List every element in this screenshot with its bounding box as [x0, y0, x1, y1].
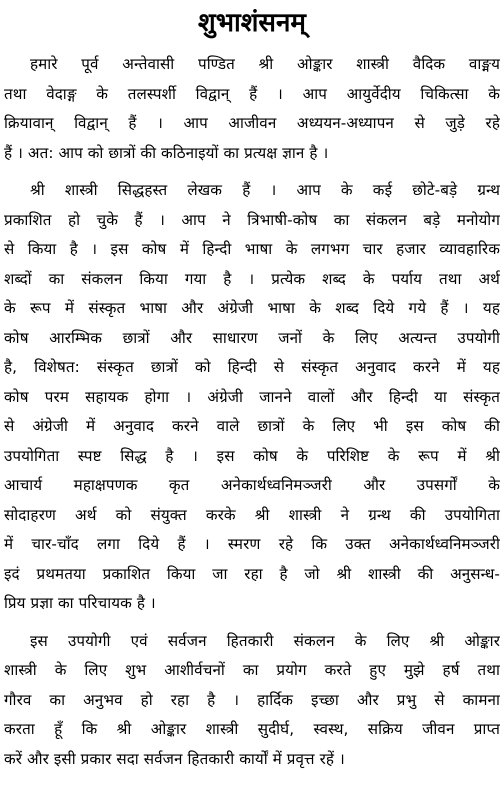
- text-line: है, विशेषत: संस्कृत छात्रों को हिन्दी से संस्कृत अनुवाद करने में यह: [4, 358, 500, 376]
- text-line: शास्त्री के लिए शुभ आशीर्वचनों का प्रयोग करते हुए मुझे हर्ष तथा: [4, 661, 500, 679]
- text-line: इस उपयोगी एवं सर्वजन हितकारी संकलन के लिए श्री ओङ्कार: [30, 631, 500, 650]
- text-line: हमारे पूर्व अन्तेवासी पण्डित श्री ओङ्कार शास्त्री वैदिक वाङ्मय: [30, 55, 500, 73]
- text-line: से किया है । इस कोष में हिन्दी भाषा के लगभग चार हजार व्यावहारिक: [4, 240, 500, 258]
- paragraph: [4, 627, 500, 775]
- paragraph: [4, 50, 500, 168]
- text-line: करता हूँ कि श्री ओङ्कार शास्त्री सुदीर्घ, स्वस्थ, सक्रिय जीवन प्राप्त: [4, 720, 500, 738]
- text-line: के रूप में संस्कृत भाषा और अंग्रेजी भाषा के शब्द दिये गये हैं । यह: [4, 299, 500, 317]
- text-line: प्रिय प्रज्ञा का परिचायक है ।: [4, 594, 156, 612]
- text-line: कोष आरम्भिक छात्रों और साधारण जनों के लिए अत्यन्त उपयोगी: [4, 328, 500, 347]
- paragraph: [4, 176, 500, 619]
- text-line: इदं प्रथमतया प्रकाशित किया जा रहा है जो श्री शास्त्री की अनुसन्ध-: [4, 564, 500, 583]
- text-line: कोष परम सहायक होगा । अंग्रेजी जानने वालों और हिन्दी या संस्कृत: [4, 387, 500, 406]
- text-line: क्रियावान् विद्वान् हैं । आप आजीवन अध्ययन-अध्यापन से जुड़े रहे: [4, 114, 500, 132]
- text-line: उपयोगिता स्पष्ट सिद्ध है । इस कोष के परिशिष्ट के रूप में श्री: [4, 446, 500, 465]
- text-line: प्रकाशित हो चुके हैं । आप ने त्रिभाषी-कोष का संकलन बड़े मनोयोग: [4, 210, 500, 229]
- text-line: करें और इसी प्रकार सदा सर्वजन हितकारी कार्यों में प्रवृत्त रहें ।: [4, 749, 345, 768]
- text-line: शब्दों का संकलन किया गया है । प्रत्येक शब्द के पर्याय तथा अर्थ: [4, 269, 500, 288]
- text-line: आचार्य महाक्षपणक कृत अनेकार्थध्वनिमञ्जरी और उपसर्गों के: [4, 476, 500, 494]
- text-line: तथा वेदाङ्ग के तलस्पर्शी विद्वान् हैं । आप आयुर्वेदीय चिकित्सा के: [4, 84, 500, 103]
- text-line: श्री शास्त्री सिद्धहस्त लेखक हैं । आप के कई छोटे-बड़े ग्रन्थ: [30, 181, 500, 199]
- text-line: गौरव का अनुभव हो रहा है । हार्दिक इच्छा और प्रभु से कामना: [4, 690, 500, 709]
- body-text: [4, 50, 500, 774]
- text-line: से अंग्रेजी में अनुवाद करने वाले छात्रों के लिए भी इस कोष की: [4, 417, 500, 435]
- page-title: शुभाशंसनम्: [198, 8, 306, 38]
- text-line: में चार-चाँद लगा दिये हैं । स्मरण रहे कि उक्त अनेकार्थध्वनिमञ्जरी: [4, 535, 500, 553]
- text-line: हैं । अत: आप को छात्रों की कठिनाइयों का प्रत्यक्ष ज्ञान है ।: [4, 143, 329, 162]
- text-line: सोदाहरण अर्थ को संयुक्त करके श्री शास्त्री ने ग्रन्थ की उपयोगिता: [4, 505, 500, 524]
